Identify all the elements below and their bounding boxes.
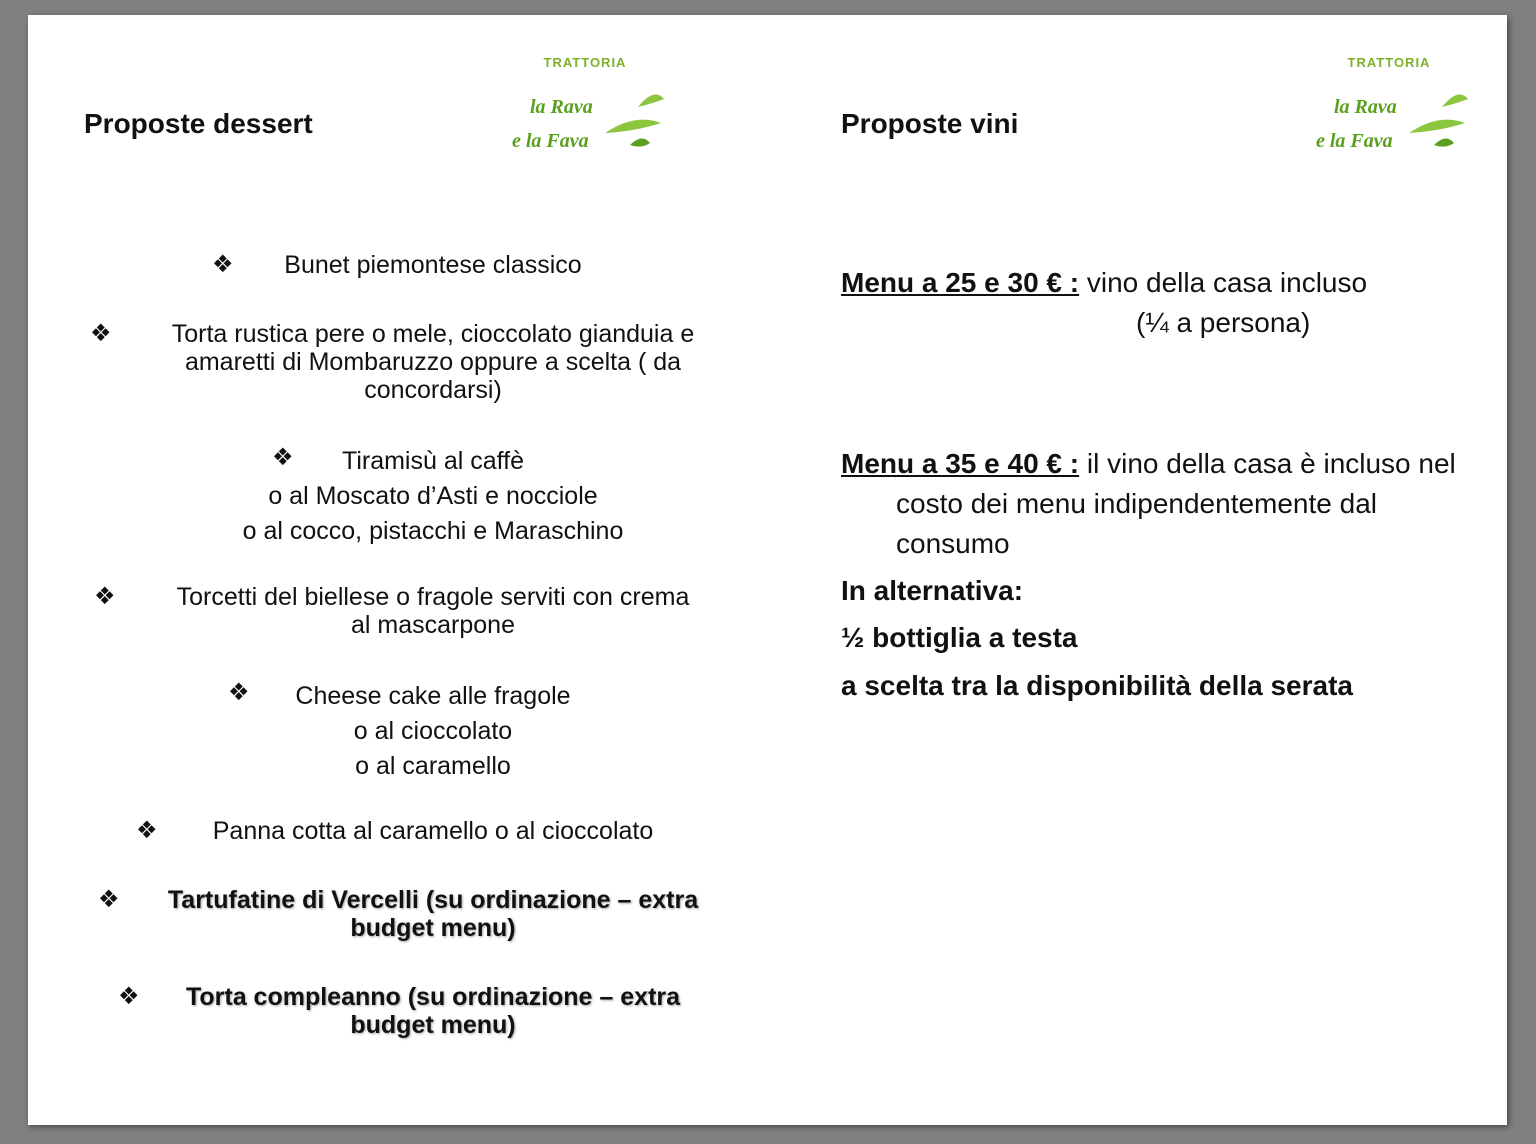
dessert-item-5: Cheese cake alle fragole o al cioccolato o al caramello bbox=[295, 682, 571, 780]
logo-line2: e la Fava bbox=[512, 130, 589, 152]
dessert-item-2: Torta rustica pere o mele, cioccolato gianduia e amaretti di Mombaruzzo oppure a scelta ( da concordarsi) bbox=[171, 320, 695, 404]
trattoria-logo-right bbox=[1314, 55, 1484, 165]
menu-25-30-sub: (¼ a persona) bbox=[1136, 307, 1311, 338]
rava-fava-logo-icon bbox=[1314, 75, 1484, 155]
dessert-title: Proposte dessert bbox=[84, 108, 313, 139]
menu-25-30-label: Menu a 25 e 30 € : bbox=[841, 267, 1080, 298]
bullet-icon: ❖ bbox=[94, 583, 116, 610]
logo-line1: la Rava bbox=[530, 96, 593, 118]
bullet-icon: ❖ bbox=[272, 444, 294, 471]
half-bottle: ½ bottiglia a testa bbox=[841, 622, 1078, 653]
bullet-icon: ❖ bbox=[228, 679, 250, 706]
logo-line1: la Rava bbox=[1334, 96, 1397, 118]
dessert-item-7: Tartufatine di Vercelli (su ordinazione – extra budget menu) bbox=[167, 886, 699, 942]
menu-25-30 bbox=[841, 263, 1367, 303]
dessert-item-8: Torta compleanno (su ordinazione – extra budget menu) bbox=[185, 983, 681, 1039]
menu-35-40-line3: consumo bbox=[896, 528, 1010, 559]
bullet-icon: ❖ bbox=[98, 886, 120, 913]
dessert-item-3: Tiramisù al caffè o al Moscato d’Asti e nocciole o al cocco, pistacchi e Maraschino bbox=[242, 447, 624, 545]
alternative-heading: In alternativa: bbox=[841, 575, 1024, 606]
rava-fava-logo-icon bbox=[510, 75, 680, 155]
dessert-item-4: Torcetti del biellese o fragole serviti con crema al mascarpone bbox=[176, 583, 690, 639]
bullet-icon: ❖ bbox=[136, 817, 158, 844]
dessert-item-6: Panna cotta al caramello o al cioccolato bbox=[212, 817, 654, 845]
logo-trattoria-text: TRATTORIA bbox=[1347, 55, 1431, 70]
dessert-item-1: Bunet piemontese classico bbox=[284, 251, 582, 279]
choice-availability: a scelta tra la disponibilità della serata bbox=[841, 670, 1353, 701]
bullet-icon: ❖ bbox=[90, 320, 112, 347]
wine-title: Proposte vini bbox=[841, 108, 1019, 139]
menu-page bbox=[28, 15, 1507, 1125]
logo-line2: e la Fava bbox=[1316, 130, 1393, 152]
logo-trattoria-text: TRATTORIA bbox=[543, 55, 627, 70]
menu-35-40 bbox=[841, 444, 1456, 484]
menu-35-40-text: il vino della casa è incluso nel bbox=[1079, 448, 1456, 479]
menu-25-30-text: vino della casa incluso bbox=[1079, 267, 1368, 298]
menu-35-40-label: Menu a 35 e 40 € : bbox=[841, 448, 1080, 479]
trattoria-logo-left bbox=[510, 55, 680, 165]
menu-35-40-line2: costo dei menu indipendentemente dal bbox=[896, 488, 1378, 519]
bullet-icon: ❖ bbox=[212, 251, 234, 278]
bullet-icon: ❖ bbox=[118, 983, 140, 1010]
